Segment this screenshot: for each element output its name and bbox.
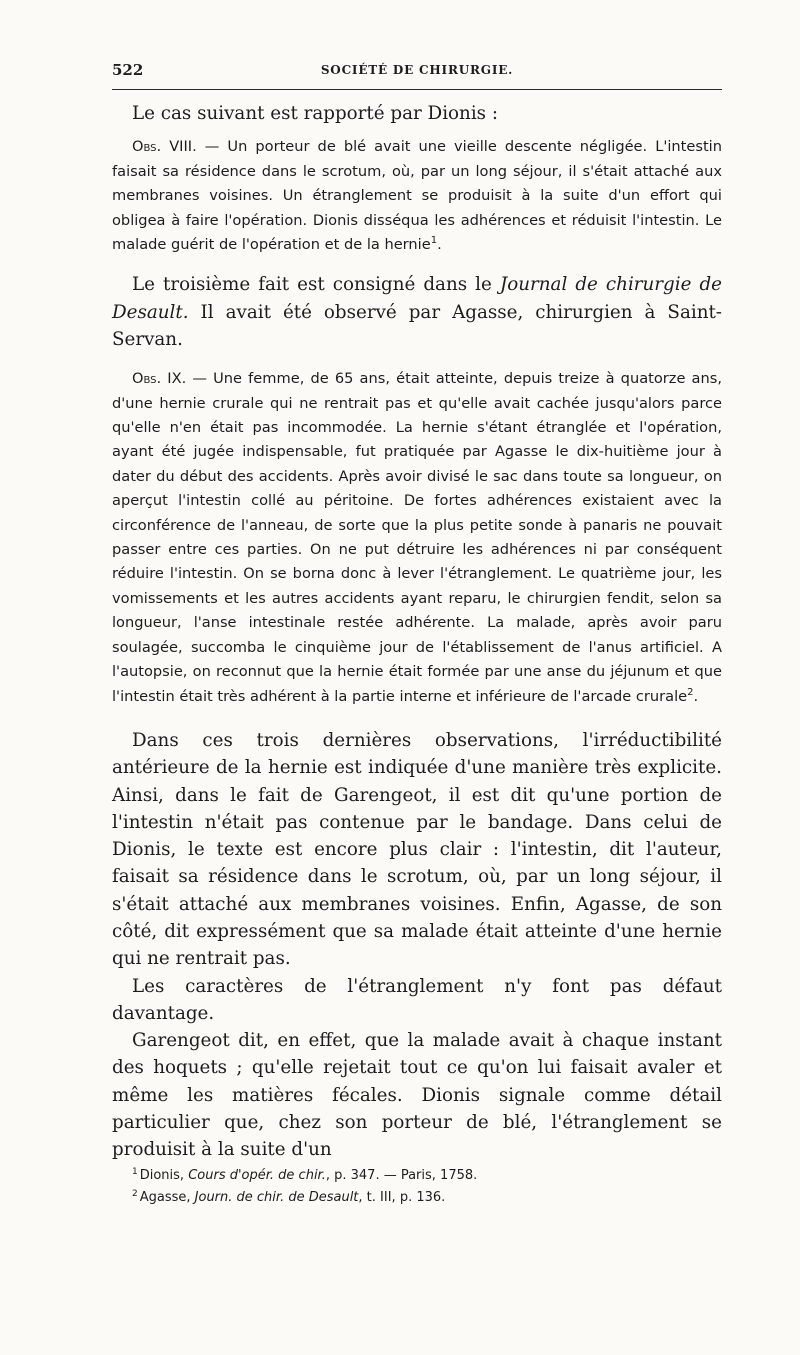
paragraph-text: Le cas suivant est rapporté par Dionis : bbox=[132, 103, 499, 124]
footnote-text: , t. III, p. 136. bbox=[358, 1190, 446, 1205]
page-header bbox=[112, 55, 722, 83]
footnote-text: , p. 347. — Paris, 1758. bbox=[325, 1168, 478, 1183]
observation-9 bbox=[112, 367, 722, 709]
footnote-text: Agasse, bbox=[139, 1190, 195, 1205]
observation-label: Obs. IX. bbox=[132, 370, 187, 388]
paragraph-text: Garengeot dit, en effet, que la malade avait à chaque instant des hoquets ; qu'elle rejetait tout ce qu'on lui faisait avaler et même les matières fécales. Dionis signale comme détail particulier que, chez son porteur de blé, l'étranglement se produisit à la suite d'un bbox=[112, 1030, 722, 1161]
header-rule bbox=[112, 89, 722, 90]
paragraph-text: Dans ces trois dernières observations, l'irréductibilité antérieure de la hernie est indiquée d'une manière très explicite. Ainsi, dans le fait de Garengeot, il est dit qu'une portion de l'intestin n'était pas contenue par le bandage. Dans celui de Dionis, le texte est encore plus clair : l'intestin, dit l'auteur, faisait sa résidence dans le scrotum, où, par un long séjour, il s'était attaché aux membranes voisines. Enfin, Agasse, de son côté, dit expressément que sa malade était atteinte d'une hernie qui ne rentrait pas. bbox=[112, 729, 722, 970]
paragraph-analysis bbox=[112, 727, 722, 973]
footnote-mark: 1 bbox=[132, 1166, 138, 1177]
page bbox=[112, 55, 722, 1164]
observation-8 bbox=[112, 135, 722, 257]
observation-text: — Une femme, de 65 ans, était atteinte, depuis treize à quatorze ans, d'une hernie crurale qui ne rentrait pas et qu'elle avait cachée jusqu'alors parce qu'elle n'en était pas incommodée. La hernie s'étant étranglée et l'opération, ayant été jugée indispensable, fut pratiquée par Agasse le dix-huitième jour à dater du début des accidents. Après avoir divisé le sac dans toute sa longueur, on aperçut l'intestin collé au péritoine. De fortes adhérences existaient avec la circonférence de l'anneau, de sorte que la plus petite sonde à panaris ne pouvait passer entre ces parties. On ne put détruire les adhérences ni par conséquent réduire l'intestin. On se borna donc à lever l'étranglement. Le quatrième jour, les vomissements et les autres accidents ayant reparu, le chirurgien fendit, selon sa longueur, l'anse intestinale restée adhérente. La malade, après avoir paru soulagée, succomba le cinquième jour de l'établissement de l'anus artificiel. A l'autopsie, on reconnut que la hernie était formée par une anse du jéjunum et que l'intestin était très adhérent à la partie interne et inférieure de l'arcade crurale bbox=[112, 370, 722, 705]
footnote-ref: 1 bbox=[430, 235, 438, 247]
paragraph-strangulation bbox=[112, 973, 722, 1028]
paragraph-third-case bbox=[112, 271, 722, 353]
paragraph-text: Les caractères de l'étranglement n'y font pas défaut davantage. bbox=[112, 975, 722, 1024]
footnotes bbox=[132, 1165, 692, 1209]
observation-text: — Un porteur de blé avait une vieille descente négligée. L'intestin faisait sa résidence dans le scrotum, où, par un long séjour, il s'était attaché aux membranes voisines. Un étranglement se produisit à la suite d'un effort qui obligea à faire l'opération. Dionis disséqua les adhérences et réduisit l'intestin. Le malade guérit de l'opération et de la hernie bbox=[112, 138, 722, 253]
footnote-title: Cours d'opér. de chir. bbox=[188, 1168, 326, 1183]
footnote-ref: 2 bbox=[687, 686, 694, 698]
paragraph-garengeot bbox=[112, 1027, 722, 1163]
footnote-1 bbox=[132, 1165, 692, 1187]
running-title: SOCIÉTÉ DE CHIRURGIE. bbox=[320, 63, 514, 77]
footnote-mark: 2 bbox=[132, 1188, 138, 1199]
footnote-text: Dionis, bbox=[139, 1168, 189, 1183]
journal-title: Journal de chirurgie de Desault. bbox=[112, 274, 722, 323]
observation-end: . bbox=[437, 235, 442, 253]
footnote-2 bbox=[132, 1187, 692, 1209]
footnote-title: Journ. de chir. de Desault bbox=[194, 1190, 359, 1205]
observation-label: Obs. VIII. bbox=[132, 138, 197, 156]
paragraph-text: Le troisième fait est consigné dans le bbox=[132, 274, 500, 296]
page-number: 522 bbox=[112, 61, 144, 79]
paragraph-intro-dionis bbox=[112, 100, 722, 127]
observation-end: . bbox=[693, 687, 699, 705]
paragraph-text: Il avait été observé par Agasse, chirurgien à Saint-Servan. bbox=[112, 301, 722, 350]
